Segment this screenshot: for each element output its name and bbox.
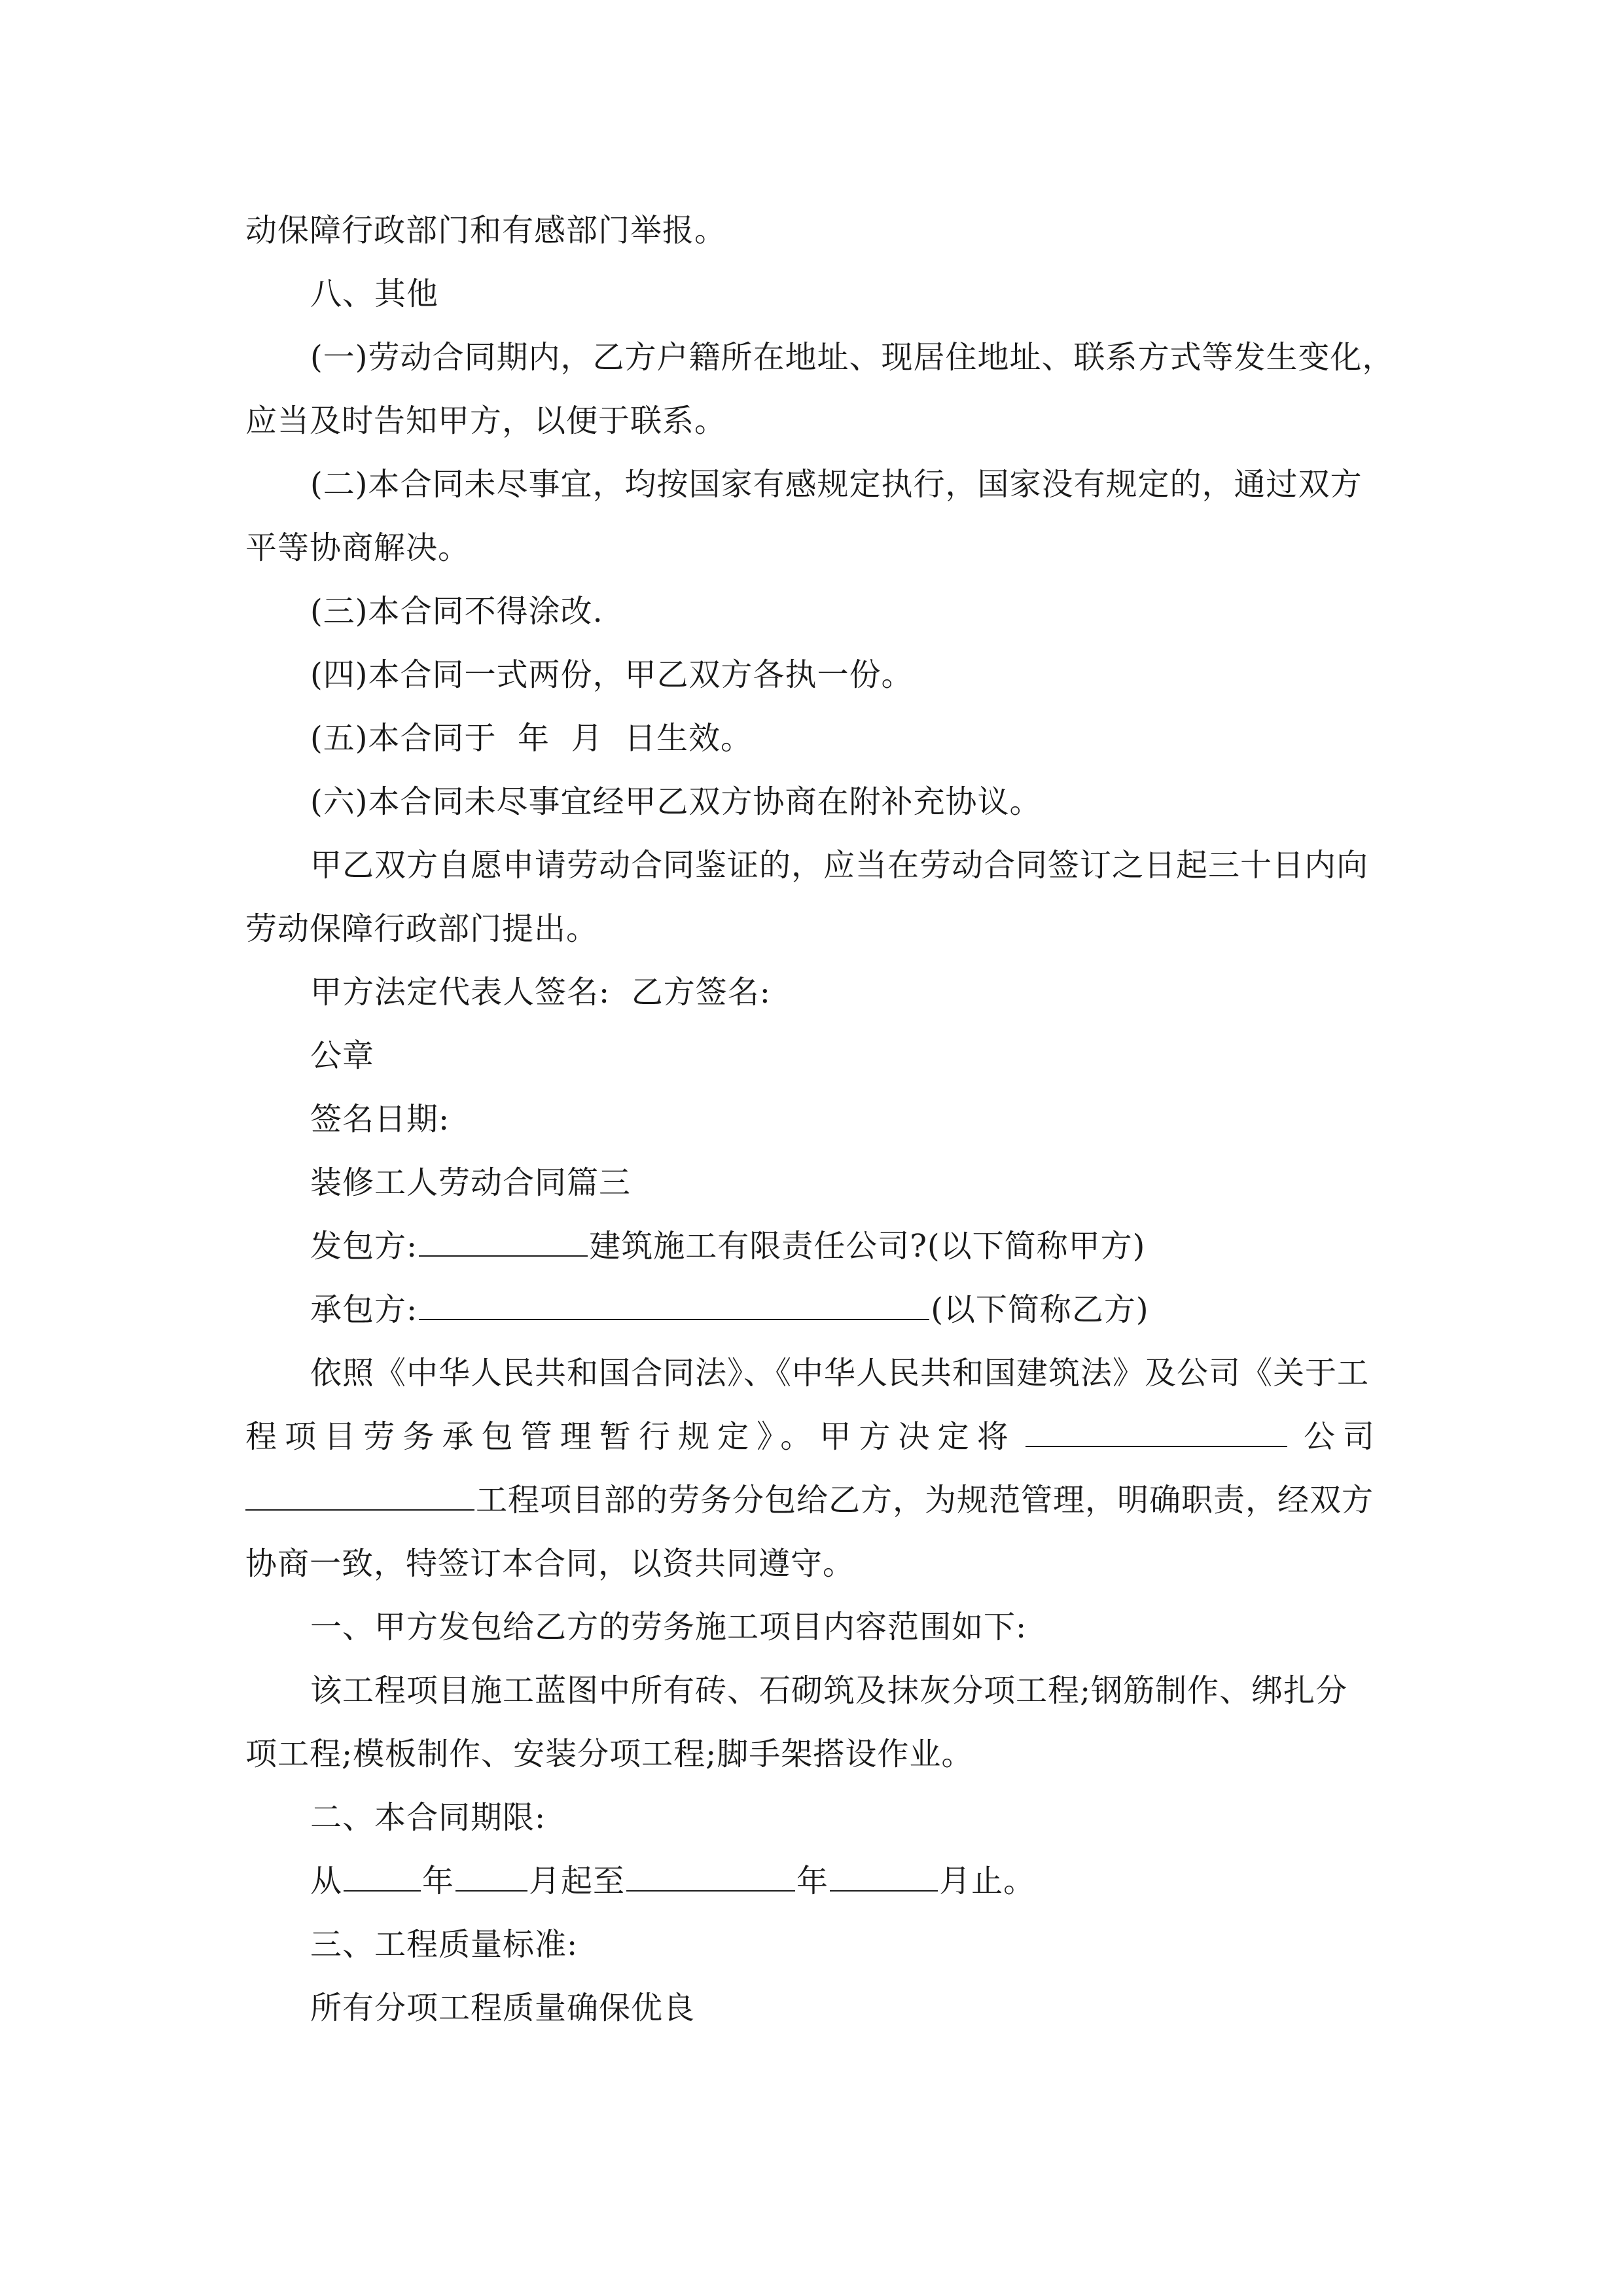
start-month-blank[interactable]: [455, 1861, 527, 1892]
seal-label: 公章: [310, 1037, 375, 1074]
contractor-line: [310, 1214, 1145, 1278]
basis-text: 工程项目部的劳务分包给乙方，为规范管理，明确职责，经双方: [476, 1482, 1374, 1518]
subcontractor-line: [310, 1278, 1149, 1342]
paragraph-line: 依照《中华人民共和国合同法》、《中华人民共和国建筑法》及公司《关于工: [310, 1355, 1370, 1391]
basis-text: 程项目劳务承包管理暂行规定》。甲方决定将: [245, 1418, 1016, 1455]
section-heading: 八、其他: [310, 276, 439, 312]
paragraph-line: 平等协商解决。: [245, 529, 471, 566]
paragraph-line: (二)本合同未尽事宜，均按国家有感规定执行，国家没有规定的，通过双方: [310, 466, 1363, 503]
contractor-label: 发包方:: [310, 1228, 418, 1265]
term-from: 从: [310, 1863, 343, 1899]
basis-suffix: 公司: [1296, 1418, 1375, 1455]
paragraph-line: 该工程项目施工蓝图中所有砖、石砌筑及抹灰分项工程;钢筋制作、绑扎分: [310, 1672, 1348, 1709]
section-heading: 三、工程质量标准:: [310, 1926, 579, 1963]
term-year-label: 年: [796, 1863, 829, 1899]
paragraph-line: [245, 1405, 1375, 1469]
signature-line: 甲方法定代表人签名: 乙方签名:: [310, 974, 771, 1011]
subcontractor-label: 承包方:: [310, 1291, 418, 1328]
paragraph-line: (六)本合同未尽事宜经甲乙双方协商在附补充协议。: [310, 783, 1042, 820]
paragraph-line: 所有分项工程质量确保优良: [310, 1990, 696, 2026]
paragraph-line: 动保障行政部门和有感部门举报。: [245, 212, 727, 249]
paragraph-line: [245, 1468, 1374, 1532]
subcontractor-suffix: (以下简称乙方): [931, 1291, 1149, 1328]
contract-title: 装修工人劳动合同篇三: [310, 1164, 632, 1201]
end-year-blank[interactable]: [626, 1861, 795, 1892]
start-year-blank[interactable]: [344, 1861, 421, 1892]
term-year-label: 年: [422, 1863, 455, 1899]
term-line: [310, 1849, 1035, 1913]
company-blank[interactable]: [1026, 1417, 1287, 1447]
signature-date-label: 签名日期:: [310, 1101, 450, 1138]
section-heading: 一、甲方发包给乙方的劳务施工项目内容范围如下:: [310, 1609, 1027, 1645]
section-heading: 二、本合同期限:: [310, 1799, 546, 1836]
paragraph-line: 劳动保障行政部门提出。: [245, 910, 599, 947]
paragraph-line: 甲乙双方自愿申请劳动合同鉴证的，应当在劳动合同签订之日起三十日内向: [310, 847, 1369, 884]
paragraph-line: (一)劳动合同期内，乙方户籍所在地址、现居住地址、联系方式等发生变化，: [310, 339, 1395, 376]
paragraph-line: (三)本合同不得涂改.: [310, 593, 603, 630]
paragraph-line: (五)本合同于 年 月 日生效。: [310, 720, 753, 757]
paragraph-line: 项工程;模板制作、安装分项工程;脚手架搭设作业。: [245, 1736, 974, 1772]
term-month-label: 月止。: [939, 1863, 1036, 1899]
end-month-blank[interactable]: [830, 1861, 938, 1892]
contractor-blank[interactable]: [419, 1227, 588, 1257]
term-month-label: 月起至: [529, 1863, 626, 1899]
contractor-suffix: 建筑施工有限责任公司?(以下简称甲方): [589, 1228, 1146, 1265]
subcontractor-blank[interactable]: [419, 1290, 929, 1320]
paragraph-line: 协商一致，特签订本合同，以资共同遵守。: [245, 1545, 855, 1582]
paragraph-line: (四)本合同一式两份，甲乙双方各执一份。: [310, 656, 914, 693]
project-blank[interactable]: [245, 1480, 474, 1511]
paragraph-line: 应当及时告知甲方，以便于联系。: [245, 403, 727, 439]
